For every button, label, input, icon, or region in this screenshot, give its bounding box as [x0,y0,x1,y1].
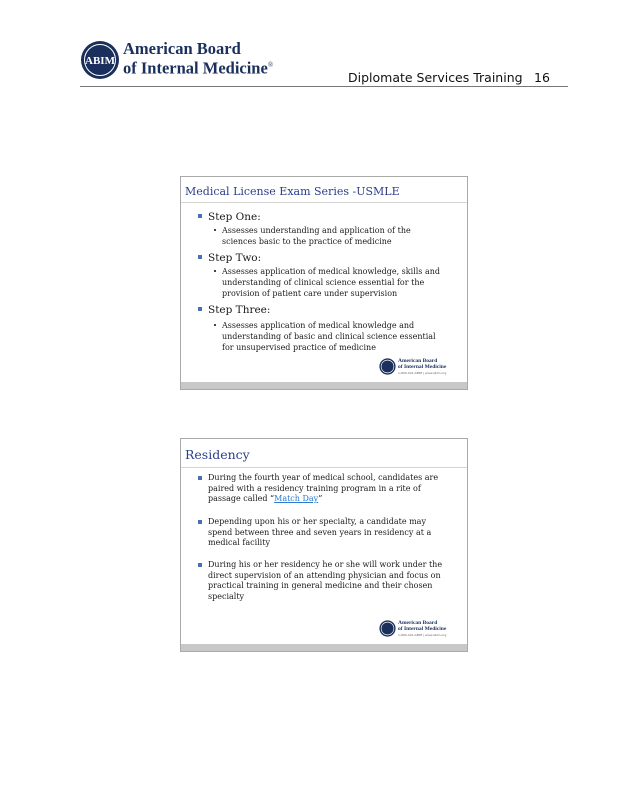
bullet-dot-icon [214,270,216,272]
contact-info: 1-800-441-ABIM | www.abim.org [398,633,447,637]
bullet-dot-icon [214,324,216,326]
square-bullet-icon [198,307,202,311]
slide-footer-bar [181,382,467,389]
abim-seal-icon [379,620,396,637]
slide-footer-logo: American Board of Internal Medicine 1-800-441-ABIM | www.abim.org [379,620,459,642]
logo-line-2: of Internal Medicine [123,58,268,78]
slide-title: Medical License Exam Series -USMLE [185,185,400,198]
slide-title-rule [181,467,467,468]
slide-title: Residency [185,447,250,462]
registered-mark: ® [267,61,274,69]
square-bullet-icon [198,563,202,567]
slide-title-rule [181,202,467,203]
page-number: 16 [534,70,550,85]
logo-wordmark [123,40,273,77]
page-header [80,36,568,88]
seal-letters: ABIM [85,55,115,67]
slide-footer-logo: American Board of Internal Medicine 1-800-441-ABIM | www.abim.org [379,358,459,380]
header-rule [80,86,568,87]
contact-info: 1-800-441-ABIM | www.abim.org [398,371,447,375]
square-bullet-icon [198,476,202,480]
logo-line-2-wrap [123,57,273,77]
square-bullet-icon [198,520,202,524]
slide-usmle: Medical License Exam Series -USMLE Step One: Assesses understanding and application of the sciences basic to the practice of medicine Step Two: Assesses application of medical knowledge, skills and understanding of clinical science essential for the provision of patient care under supervision Step Three: Assesses application of medical knowledge and understanding of basic and clinical science essential for unsupervised practice of medicine American Board of Internal Medicine 1-800-441-ABIM | www.abim.org [180,176,468,390]
square-bullet-icon [198,255,202,259]
logo-line-1: American Board [123,39,241,58]
bullet-dot-icon [214,229,216,231]
abim-seal-icon [379,358,396,375]
square-bullet-icon [198,214,202,218]
document-title: Diplomate Services Training [348,70,523,85]
abim-seal-logo [80,40,120,80]
slide-residency: Residency During the fourth year of medical school, candidates are paired with a residency training program in a rite of passage called “Match Day” Depending upon his or her specialty, a candidate may spend between three and seven years in residency at a medical facility During his or her residency he or she will work under the direct supervision of an attending physician and focus on practical training in general medicine and their chosen specialty American Board of Internal Medicine 1-800-441-ABIM | www.abim.org [180,438,468,652]
slide-footer-bar [181,644,467,651]
match-day-link[interactable]: Match Day [274,494,319,503]
